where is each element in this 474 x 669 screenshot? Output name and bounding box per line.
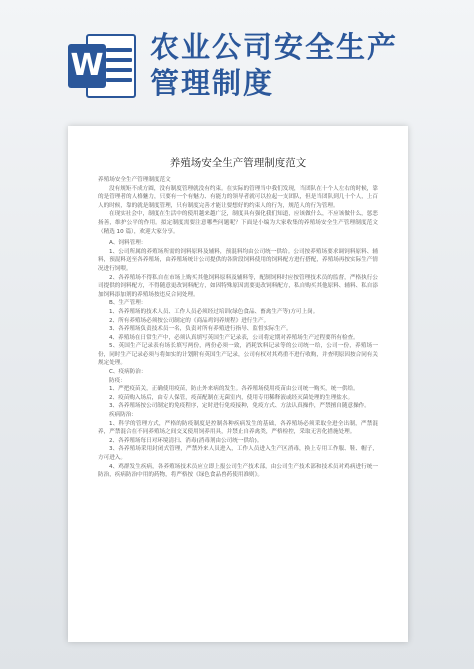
document-paragraph: 1、各养殖场的技术人员、工作人员必须经过培训(绿色食品、畜禽生产等)方可上岗。 [109, 308, 319, 315]
document-paragraph: A、饲料管理： [109, 240, 147, 247]
document-paragraph: 1、科学的管理方式，严格的防疫制度是控制各种疾病发生的基础，各养殖场必须采取全进全出制，严禁混养，严禁混合在不同养殖场之间交叉使用饲养用具，并禁止自养禽类，严格检控，采取无害化措施处理。 [98, 420, 378, 436]
document-paragraph: 在现实社会中，制度在生活中的使用越来越广泛，制度具有强化我们知道，应该做什么，不应该做什么，惩恶扬善，维护公平的作用。拟定制度需要注意哪些问题呢？下面是小编为大家收集的养殖场安全生产管理制度范文（精选 10 篇），欢迎大家分享。 [98, 211, 378, 235]
document-paragraph: 养殖场安全生产管理制度范文 [98, 177, 171, 183]
doc-line [106, 68, 132, 72]
document-paragraph: 2、所有养殖场必须按公司制定的《商品鸡饲养规程》进行生产。 [109, 317, 270, 324]
banner-title-line1: 农业公司安全生产 [150, 30, 399, 64]
document-paragraph: 2、各养殖场不得私自在市场上购买其他饲料原料及辅料等，配制饲料时应按管理技术员的监督，严格执行公司提供的饲料配方，不得随意更改饲料配方，如因特殊原因需要更改饲料配方，私自购买其他原料、辅料、私自添加饲料添加剂的养殖场按违反合同处理。 [98, 274, 378, 298]
document-paragraph: 防疫： [109, 377, 126, 384]
document-paragraph: 3、各养殖场按公司制定的免疫程序，定时进行免疫接种，免疫方式、方法认真操作，严禁擅自随意操作。 [109, 403, 370, 410]
document-paragraph: 4、鸡群发生疾病，各养殖场技术员应立即上报公司生产技术部，由公司生产技术部和技术员对鸡病进行统一防治，疾病防治中用的药物，将严格按《绿色食品兽药使用准则》。 [98, 463, 378, 479]
document-paragraph: 2、疫苗购入场后，由专人保管，疫苗配制在无菌室内，使用专用稀释液或经灭菌处理的生理盐水。 [109, 394, 354, 401]
word-document-icon [64, 30, 140, 102]
document-paragraph: C、疫病防治： [109, 369, 147, 376]
document-body [98, 176, 378, 480]
document-paragraph: 3、各养殖场负责技术员一名，负责对所有养殖进行指导、监督实际生产。 [109, 326, 292, 333]
banner-title-line2: 管理制度 [150, 66, 275, 100]
doc-line [106, 78, 132, 82]
document-page [68, 126, 408, 642]
document-paragraph: 3、各养殖场采用封闭式管理，严禁外来人员进入，工作人员进入生产区消毒，换上专用工作服、鞋、帽子，方可进入。 [98, 446, 378, 461]
document-paragraph: 1、公司所属的养殖场所需的饲料原料及辅料，预混料均由公司统一供给。公司按养殖场要求调饲料原料、辅料，预混料送至各养殖场，由养殖场统计公司提供的各阶段饲料使用的饲料配方进行搭配，养殖场再按实际生产情况进行饲喂。 [98, 248, 378, 272]
word-letter-badge: W [68, 44, 106, 88]
document-paragraph: 4、养殖场在日常生产中，必须认真填写英国生产记录表，公司将定期对养殖场生产过程要所有检查。 [109, 334, 359, 341]
document-paragraph: 1、严把疫苗关，正确使用疫苗，防止外来病的发生。各养殖场使用疫苗由公司统一购买，统一供给。 [109, 386, 359, 393]
document-paragraph: 2、各养殖场每日对环境清扫、消毒(消毒剂由公司统一供给)。 [109, 437, 263, 444]
document-paragraph: 没有规矩不成方圆，没有制度管理就没有约束。在实际的管理当中我们发现，当团队在十个人左右的时候，靠的是管理者的人格魅力，只要有一个有魅力、有能力的领导者就可以拉起一支团队，但是当团队到几十个人，上百人的时候，靠的就是制度管理，只有制度完善才能让要想好的约束人的行为，规范人的行为管理。 [98, 185, 378, 209]
document-title: 养殖场安全生产管理制度范文 [169, 157, 307, 169]
document-paragraph: 5、英国生产记录表有场长填写两份，两份必须一致，消耗饮料记录等的公司统一给，公司一份，养殖场一份，同时生产记录必须与将如实的计划附有英国生产记录，公司有权对其鸡重不进行收购，并查明原因按合同有关规定处理。 [98, 343, 378, 367]
doc-line [106, 58, 132, 62]
doc-line [106, 48, 132, 52]
document-paragraph: 疾病防治： [109, 412, 137, 419]
document-paragraph: B、生产管理： [109, 300, 147, 307]
